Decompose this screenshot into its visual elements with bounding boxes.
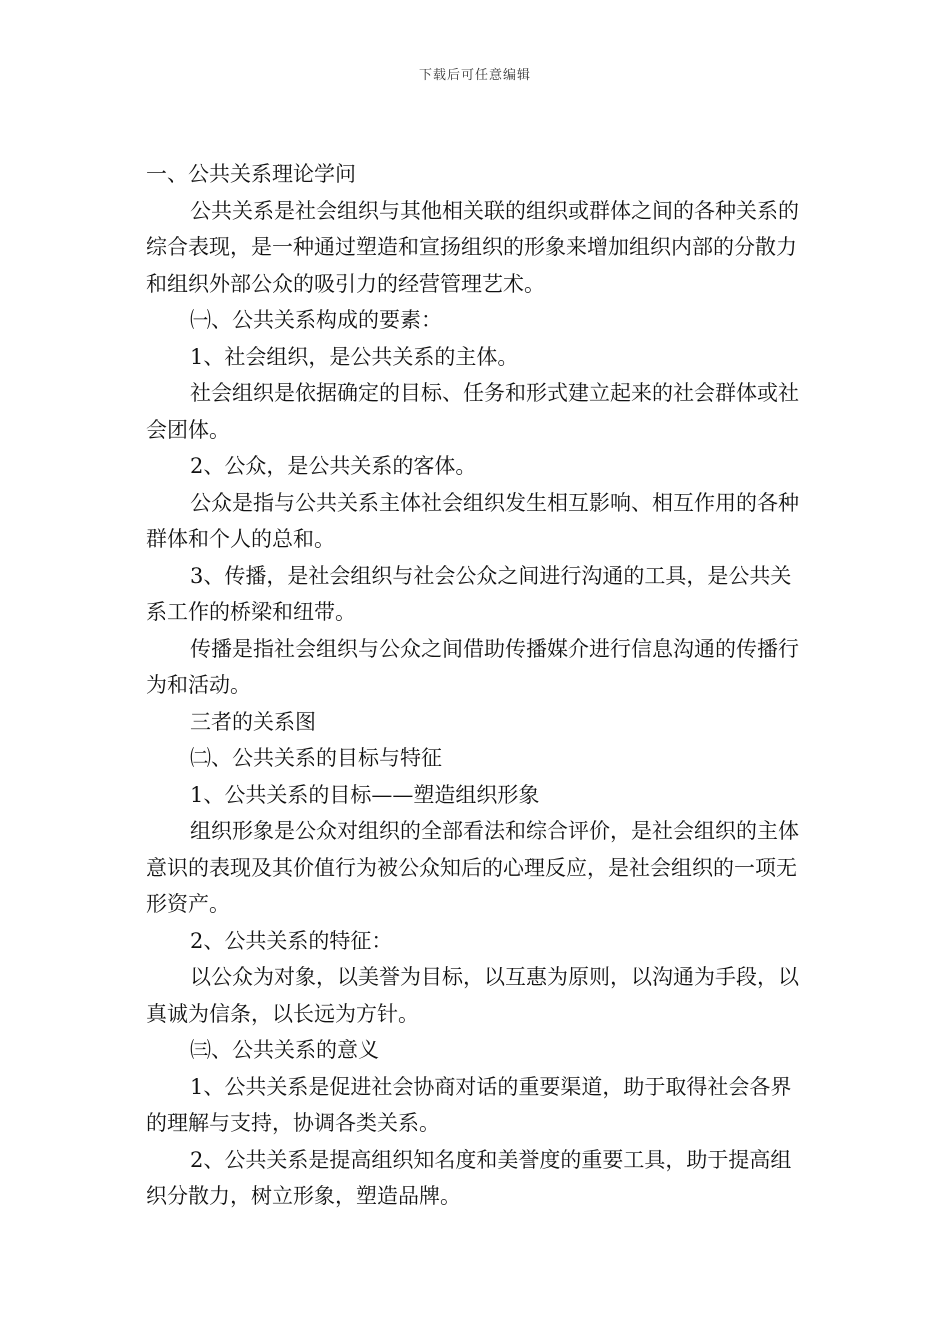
list-item: 1、公共关系的目标——塑造组织形象 [190, 782, 540, 807]
subsection-heading: ㈠、公共关系构成的要素： [190, 308, 442, 332]
document-body [146, 156, 810, 1215]
list-item: 3、传播，是社会组织与社会公众之间进行沟通的工具，是公共关系工作的桥梁和纽带。 [146, 563, 792, 624]
paragraph: 组织形象是公众对组织的全部看法和综合评价，是社会组织的主体意识的表现及其价值行为被公众知后的心理反应，是社会组织的一项无形资产。 [146, 819, 799, 916]
paragraph: 社会组织是依据确定的目标、任务和形式建立起来的社会群体或社会团体。 [146, 381, 799, 442]
paragraph: 公众是指与公共关系主体社会组织发生相互影响、相互作用的各种群体和个人的总和。 [146, 490, 799, 551]
subsection-heading: ㈢、公共关系的意义 [190, 1038, 379, 1062]
list-item: 2、公共关系的特征： [190, 928, 393, 953]
paragraph: 三者的关系图 [190, 709, 316, 734]
list-item: 1、公共关系是促进社会协商对话的重要渠道，助于取得社会各界的理解与支持，协调各类关系。 [146, 1074, 792, 1135]
list-item: 1、社会组织，是公共关系的主体。 [190, 344, 519, 369]
paragraph: 公共关系是社会组织与其他相关联的组织或群体之间的各种关系的综合表现，是一种通过塑造和宣扬组织的形象来增加组织内部的分散力和组织外部公众的吸引力的经营管理艺术。 [146, 198, 799, 296]
paragraph: 传播是指社会组织与公众之间借助传播媒介进行信息沟通的传播行为和活动。 [146, 636, 799, 697]
section-heading: 一、公共关系理论学问 [146, 162, 356, 186]
subsection-heading: ㈡、公共关系的目标与特征 [190, 746, 442, 770]
list-item: 2、公众，是公共关系的客体。 [190, 454, 477, 478]
paragraph: 以公众为对象，以美誉为目标，以互惠为原则，以沟通为手段，以真诚为信条，以长远为方针。 [146, 965, 799, 1026]
page-header-note: 下载后可任意编辑 [418, 68, 531, 83]
list-item: 2、公共关系是提高组织知名度和美誉度的重要工具，助于提高组织分散力，树立形象，塑造品牌。 [146, 1147, 792, 1208]
